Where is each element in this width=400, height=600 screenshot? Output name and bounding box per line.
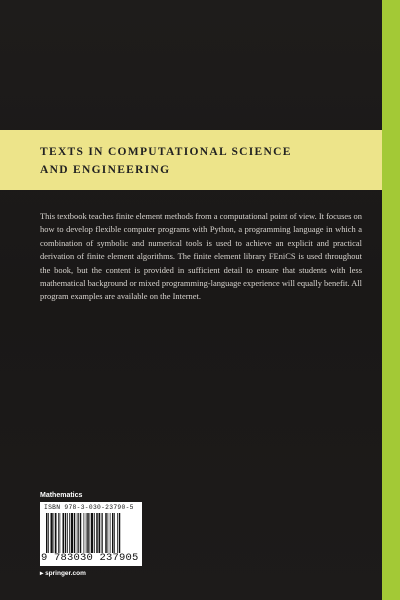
barcode-bar: [51, 513, 53, 553]
barcode-bar: [101, 513, 102, 553]
barcode-bar: [87, 513, 89, 553]
isbn-barcode: [40, 502, 142, 566]
barcode-bar: [60, 513, 61, 553]
barcode-bar: [58, 513, 59, 553]
subject-label: Mathematics: [40, 492, 83, 499]
isbn-text: ISBN 978-3-030-23790-5: [44, 504, 134, 511]
barcode-bar: [86, 513, 87, 553]
book-description: This textbook teaches finite element methods from a computational point of view. It focuses on how to develop flexible computer programs with Python, a programming language in which a combination of symbolic and numerical tools is used to achieve an explicit and practical derivation of finite element algorithms. The finite element library FEniCS is used throughout the book, but the content is provided in sufficient detail to ensure that students with less mathematical background or mixed programming-language experience will equally benefit. All program examples are available on the Internet.: [40, 211, 362, 302]
barcode-bar: [99, 513, 101, 553]
barcode-bar: [54, 513, 55, 553]
series-title-line-2: AND ENGINEERING: [40, 164, 171, 176]
accent-strip: [382, 0, 400, 600]
barcode-bar: [114, 513, 115, 553]
barcode-bar: [78, 513, 79, 553]
barcode-bar: [117, 513, 118, 553]
barcode-bar: [91, 513, 93, 553]
barcode-bar: [71, 513, 73, 553]
series-title: [40, 143, 370, 179]
barcode-bar: [110, 513, 111, 553]
barcode-bar: [55, 513, 57, 553]
barcode-bar: [94, 513, 95, 553]
barcode-bar: [63, 513, 65, 553]
barcode-bar: [46, 513, 48, 553]
barcode-bars: [46, 513, 138, 553]
barcode-bar: [108, 513, 109, 553]
barcode-bar: [96, 513, 98, 553]
barcode-bar: [80, 513, 82, 553]
barcode-bar: [84, 513, 85, 553]
barcode-bar: [65, 513, 67, 553]
barcode-bar: [74, 513, 76, 553]
barcode-bar: [69, 513, 70, 553]
barcode-bar: [77, 513, 78, 553]
barcode-bar: [119, 513, 121, 553]
series-title-line-1: TEXTS IN COMPUTATIONAL SCIENCE: [40, 146, 292, 158]
barcode-bar: [48, 513, 49, 553]
barcode-bar: [67, 513, 68, 553]
barcode-bar: [90, 513, 91, 553]
publisher-link[interactable]: ▸ springer.com: [40, 570, 86, 577]
barcode-bar: [102, 513, 103, 553]
barcode-bar: [105, 513, 107, 553]
barcode-digits: 9 783030 237905: [41, 552, 139, 564]
barcode-bar: [112, 513, 114, 553]
